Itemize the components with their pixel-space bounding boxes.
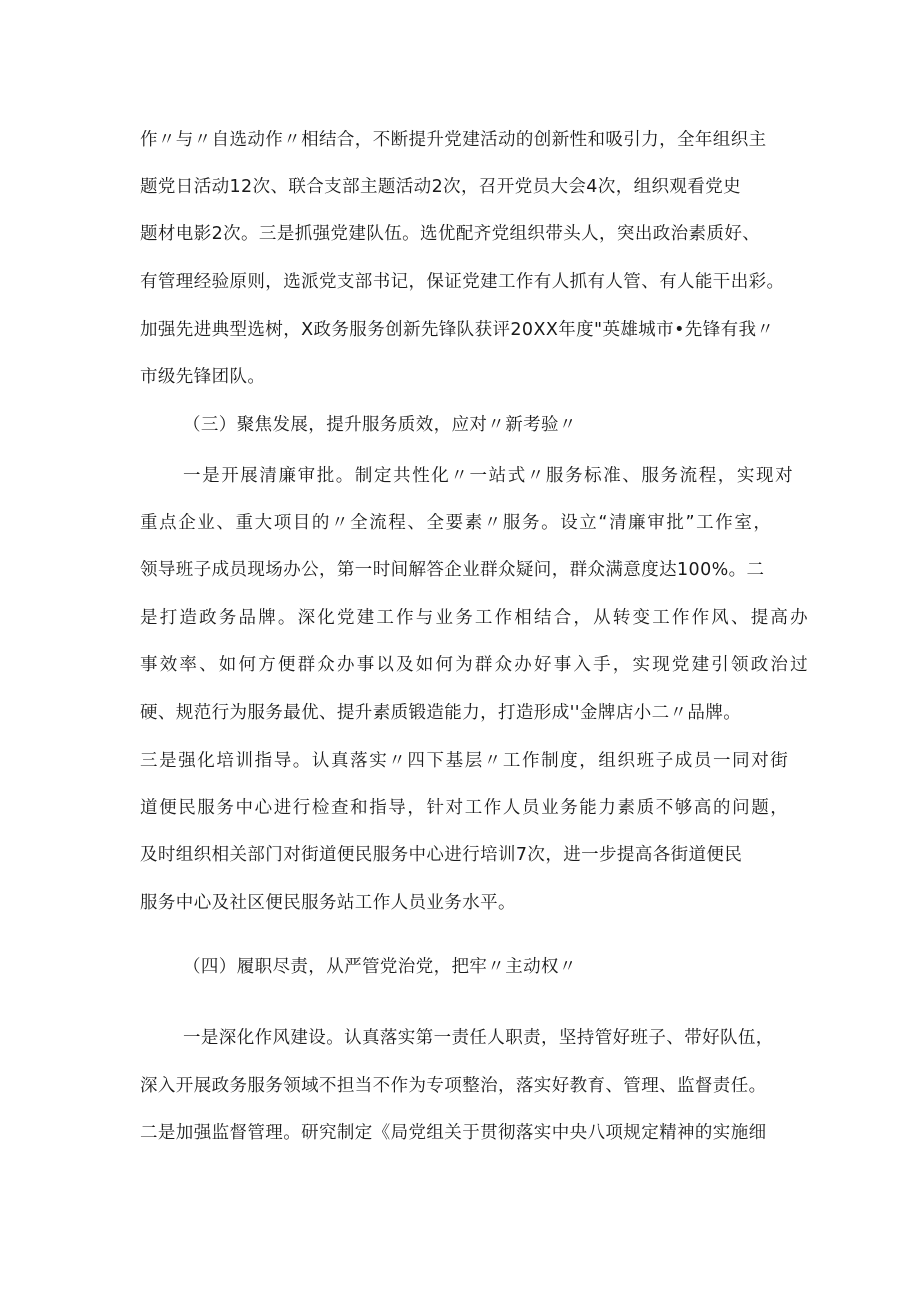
paragraph-line: 事效率、如何方便群众办事以及如何为群众办好事入手，实现党建引领政治过 xyxy=(140,655,810,675)
paragraph-line: 一是开展清廉审批。制定共性化〃一站式〃服务标准、服务流程，实现对 xyxy=(183,466,795,486)
paragraph-line: 领导班子成员现场办公，第一时间解答企业群众疑问，群众满意度达100%。二 xyxy=(140,560,765,580)
paragraph-line: 市级先锋团队。 xyxy=(140,367,266,387)
section-heading-4: （四）履职尽责，从严管党治党，把牢〃主动权〃 xyxy=(183,957,577,977)
paragraph-line: 硬、规范行为服务最优、提升素质锻造能力，打造形成''金牌店小二〃品牌。 xyxy=(140,703,742,723)
paragraph-line: 是打造政务品牌。深化党建工作与业务工作相结合，从转变工作作风、提高办 xyxy=(140,608,810,628)
paragraph-line: 有管理经验原则，选派党支部书记，保证党建工作有人抓有人管、有人能干出彩。 xyxy=(140,272,785,292)
paragraph-line: 及时组织相关部门对街道便民服务中心进行培训7次，进一步提高各街道便民 xyxy=(140,845,743,865)
paragraph-line: 作〃与〃自选动作〃相结合，不断提升党建活动的创新性和吸引力，全年组织主 xyxy=(140,130,767,150)
paragraph-line: 重点企业、重大项目的〃全流程、全要素〃服务。设立“清廉审批”工作室， xyxy=(140,513,773,533)
paragraph-line: 题党日活动12次、联合支部主题活动2次，召开党员大会4次，组织观看党史 xyxy=(140,177,742,197)
paragraph-line: 深入开展政务服务领域不担当不作为专项整治，落实好教育、管理、监督责任。 xyxy=(140,1076,767,1096)
paragraph-line: 服务中心及社区便民服务站工作人员业务水平。 xyxy=(140,893,516,913)
section-heading-3: （三）聚焦发展，提升服务质效，应对〃新考验〃 xyxy=(183,415,577,435)
paragraph-line: 加强先进典型选树，X政务服务创新先锋队获评20XX年度"英雄城市•先锋有我〃 xyxy=(140,320,775,340)
paragraph-line: 题材电影2次。三是抓强党建队伍。选优配齐党组织带头人，突出政治素质好、 xyxy=(140,224,761,244)
paragraph-line: 一是深化作风建设。认真落实第一责任人职责，坚持管好班子、带好队伍， xyxy=(183,1028,774,1048)
paragraph-line: 道便民服务中心进行检查和指导，针对工作人员业务能力素质不够高的问题， xyxy=(140,798,790,818)
paragraph-line: 二是加强监督管理。研究制定《局党组关于贯彻落实中央八项规定精神的实施细 xyxy=(140,1123,767,1143)
paragraph-line: 三是强化培训指导。认真落实〃四下基层〃工作制度，组织班子成员一同对街 xyxy=(140,751,790,771)
